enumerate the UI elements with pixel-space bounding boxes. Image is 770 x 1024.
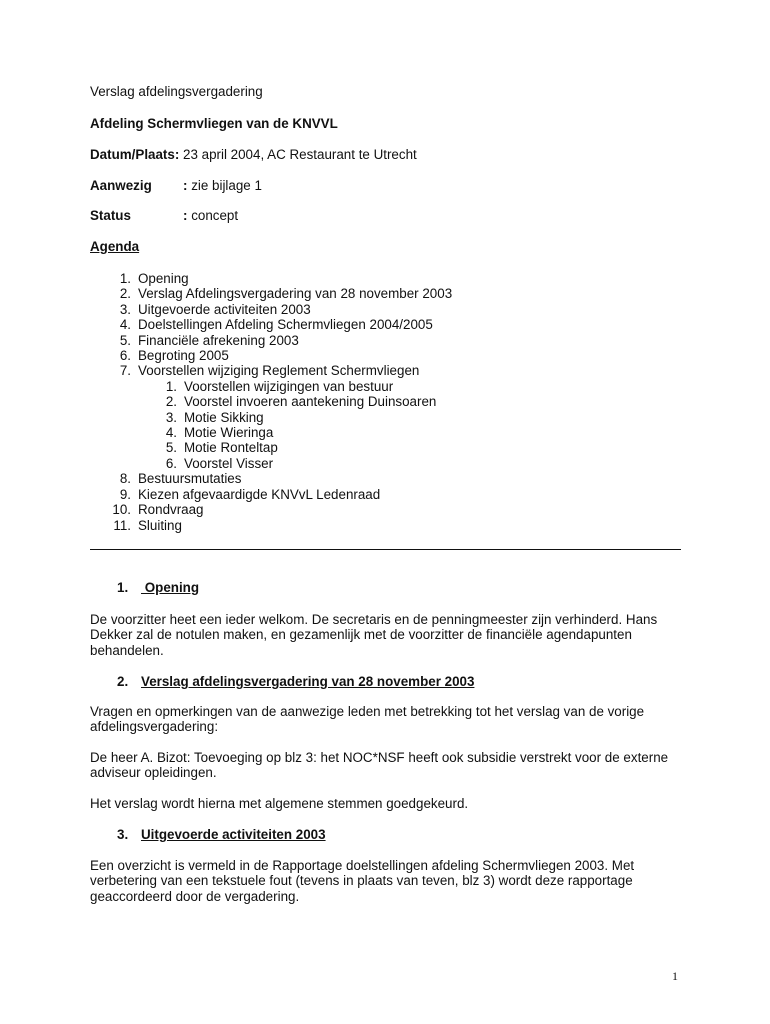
agenda-subitem: 6. Voorstel Visser [165,455,274,471]
agenda-item: 2. Verslag Afdelingsvergadering van 28 november 2003 [119,286,453,302]
section-paragraph: Het verslag wordt hierna met algemene stemmen goedgekeurd. [90,796,469,811]
agenda-item: 4. Doelstellingen Afdeling Schermvliegen 2004/2005 [119,317,433,333]
document-subtitle: Afdeling Schermvliegen van de KNVVL [90,116,338,131]
agenda-item: 8. Bestuursmutaties [119,471,242,487]
agenda-item: 10. Rondvraag [112,502,204,518]
agenda-heading: Agenda [90,239,140,254]
agenda-item: 5. Financiële afrekening 2003 [119,332,299,348]
aanwezig-value-line [183,178,262,194]
agenda-subitem: 3. Motie Sikking [165,409,264,425]
section-paragraph: De voorzitter heet een ieder welkom. De secretaris en de penningmeester zijn verhinderd. Hans Dekker zal de notulen maken, en gezamenlijk met de voorzitter de financiële agendapunten behandelen. [90,612,658,658]
aanwezig-label: Aanwezig [90,178,152,193]
agenda-item: 11. Sluiting [113,517,182,533]
agenda-item: 1. Opening [119,271,189,286]
status-label: Status [90,208,131,223]
agenda-item: 7. Voorstellen wijziging Reglement Schermvliegen [119,363,420,379]
agenda-item: 6. Begroting 2005 [119,348,229,364]
section-paragraph: Een overzicht is vermeld in de Rapportage doelstellingen afdeling Schermvliegen 2003. Met verbetering van een tekstuele fout (tevens in plaats van teven, blz 3) wordt deze rapportage geaccordeerd door de vergadering. [90,858,635,904]
datum-value: 23 april 2004, AC Restaurant te Utrecht [179,147,417,162]
agenda-item: 9. Kiezen afgevaardigde KNVvL Ledenraad [119,486,381,502]
agenda-item: 3. Uitgevoerde activiteiten 2003 [119,301,311,317]
agenda-subitem: 4. Motie Wieringa [165,425,274,441]
section-heading-opening: 1. Opening [117,580,200,595]
status-colon: : [183,208,188,223]
aanwezig-value: zie bijlage 1 [187,178,262,193]
section-paragraph: Vragen en opmerkingen van de aanwezige leden met betrekking tot het verslag van de vorige afdelingsvergadering: [90,704,645,735]
agenda-subitem: 2. Voorstel invoeren aantekening Duinsoaren [165,394,437,410]
status-value: concept [187,208,239,223]
section-heading-activiteiten: 3. Uitgevoerde activiteiten 2003 [117,827,326,842]
datum-plaats-line [90,147,417,163]
agenda-list [100,271,452,533]
agenda-subitem: 1. Voorstellen wijzigingen van bestuur [165,378,394,394]
section-heading-verslag: 2. Verslag afdelingsvergadering van 28 november 2003 [117,674,475,689]
datum-label: Datum/Plaats: [90,147,180,162]
status-value-line [183,208,238,224]
agenda-subitem: 5. Motie Ronteltap [165,440,278,456]
aanwezig-colon: : [183,178,188,193]
section-paragraph: De heer A. Bizot: Toevoeging op blz 3: het NOC*NSF heeft ook subsidie verstrekt voor de externe adviseur opleidingen. [90,750,669,781]
horizontal-divider [90,549,681,550]
document-title: Verslag afdelingsvergadering [90,84,263,99]
page-number: 1 [672,969,678,983]
